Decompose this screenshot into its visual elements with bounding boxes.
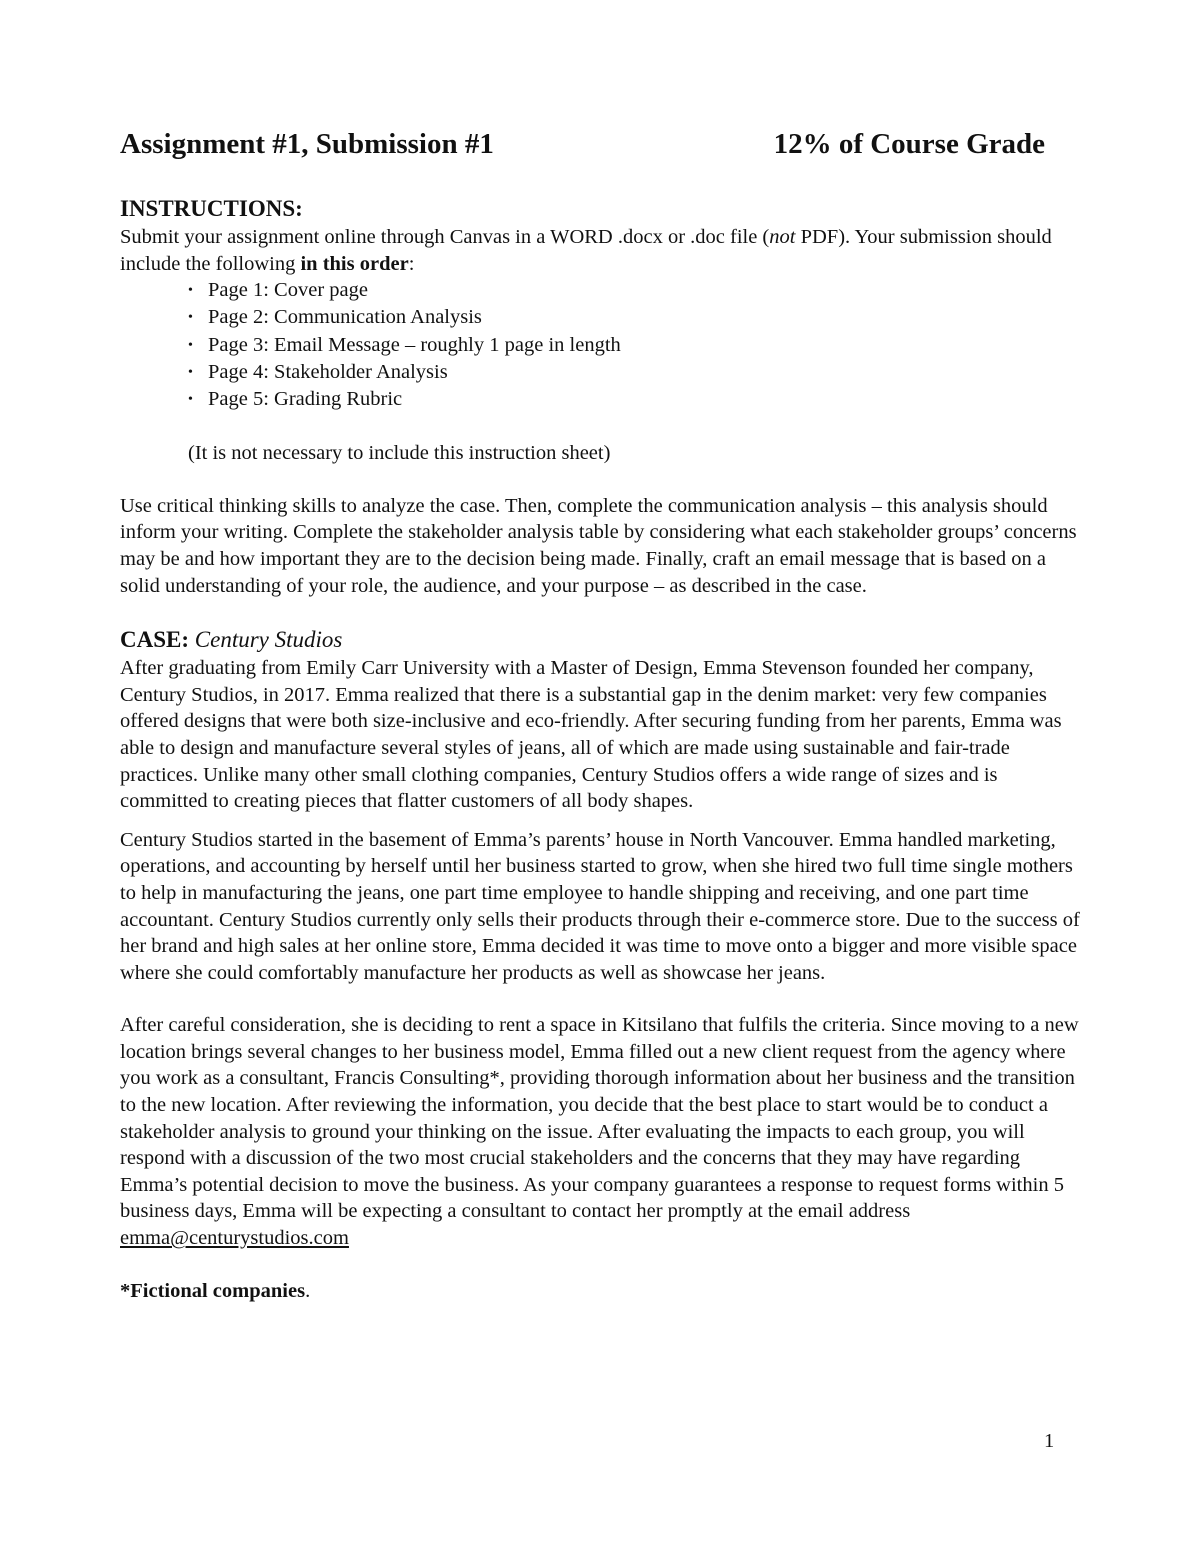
list-item-text: Page 5: Grading Rubric [208,388,403,410]
list-item [188,332,1080,359]
bullet-icon: • [188,283,193,299]
bullet-icon: • [188,364,193,380]
case-paragraph-3-text: After careful consideration, she is deciding to rent a space in Kitsilano that fulfils the criteria. Since moving to a new location brings several changes to her business model, Emma filled out a new client request from the agency where you work as a consultant, Francis Consulting*, providing thorough information about her business and the transition to the new location. After reviewing the information, you decide that the best place to start would be to conduct a stakeholder analysis to ground your thinking on the issue. After evaluating the impacts to each group, you will respond with a discussion of the two most crucial stakeholders and the concerns that they may have regarding Emma’s potential decision to move the business. As your company guarantees a response to request forms within 5 business days, Emma will be expecting a consultant to contact her promptly at the email address [120,1014,1079,1223]
email-link[interactable]: emma@centurystudios.com [120,1227,349,1250]
page-number: 1 [1044,1430,1055,1452]
document-title-row [120,124,1045,164]
list-item-text: Page 3: Email Message – roughly 1 page in length [208,333,621,356]
document-content [120,124,1080,1304]
instruction-sheet-note: (It is not necessary to include this instruction sheet) [188,442,611,465]
list-item [188,386,1080,413]
list-item [188,277,1080,304]
submission-page-list [120,277,1080,413]
list-item [188,304,1080,331]
case-paragraph-2: Century Studios started in the basement of Emma’s parents’ house in North Vancouver. Emma handled marketing, operations, and accounting by herself until her business started to grow, when she hired two full time single mothers to help in manufacturing the jeans, one part time employee to handle shipping and receiving, and one part time accountant. Century Studios currently only sells their products through their e-commerce store. Due to the success of her brand and high sales at her online store, Emma decided it was time to move onto a bigger and more visible space where she could comfortably manufacture her products as well as showcase her jeans. [120,828,1080,984]
case-paragraph-1: After graduating from Emily Carr University with a Master of Design, Emma Stevenson founded her company, Century Studios, in 2017. Emma realized that there is a substantial gap in the denim market: very few companies offered designs that were both size-inclusive and eco-friendly. After securing funding from her parents, Emma was able to design and manufacture several styles of jeans, all of which are made using sustainable and fair-trade practices. Unlike many other small clothing companies, Century Studios offers a wide range of sizes and is committed to creating pieces that flatter customers of all body shapes. [120,657,1062,813]
list-item-text: Page 2: Communication Analysis [208,306,482,329]
footnote-period: . [305,1279,311,1302]
footnote-text: *Fictional companies [120,1279,306,1302]
intro-order-emphasis: in this order [300,252,409,275]
list-item [188,359,1080,386]
list-item-text: Page 4: Stakeholder Analysis [208,360,448,383]
bullet-icon: • [188,392,193,407]
list-item-text: Page 1: Cover page [208,279,368,302]
intro-text-3: : [408,252,415,275]
case-label: CASE: [120,627,190,653]
case-heading [120,625,1080,655]
instructions-heading: INSTRUCTIONS: [120,196,303,221]
bullet-icon: • [188,337,193,353]
bullet-icon: • [188,310,193,326]
intro-text-2: PDF). Your submission should include the following [120,226,1052,275]
instructions-intro [120,224,1080,277]
fictional-footnote [120,1278,1080,1305]
instructions-paragraph: Use critical thinking skills to analyze the case. Then, complete the communication analysis – this analysis should inform your writing. Complete the stakeholder analysis table by considering what each stakeholder groups’ concerns may be and how important they are to the decision being made. Finally, craft an email message that is based on a solid understanding of your role, the audience, and your purpose – as described in the case. [120,494,1077,597]
case-name: Century Studios [189,627,343,653]
intro-not-emphasis: not [769,226,796,248]
intro-text-1: Submit your assignment online through Canvas in a WORD .docx or .doc file ( [120,226,770,248]
case-paragraph-3 [120,1012,1080,1251]
assignment-title: Assignment #1, Submission #1 [120,128,494,160]
grade-weight: 12% of Course Grade [773,128,1045,160]
